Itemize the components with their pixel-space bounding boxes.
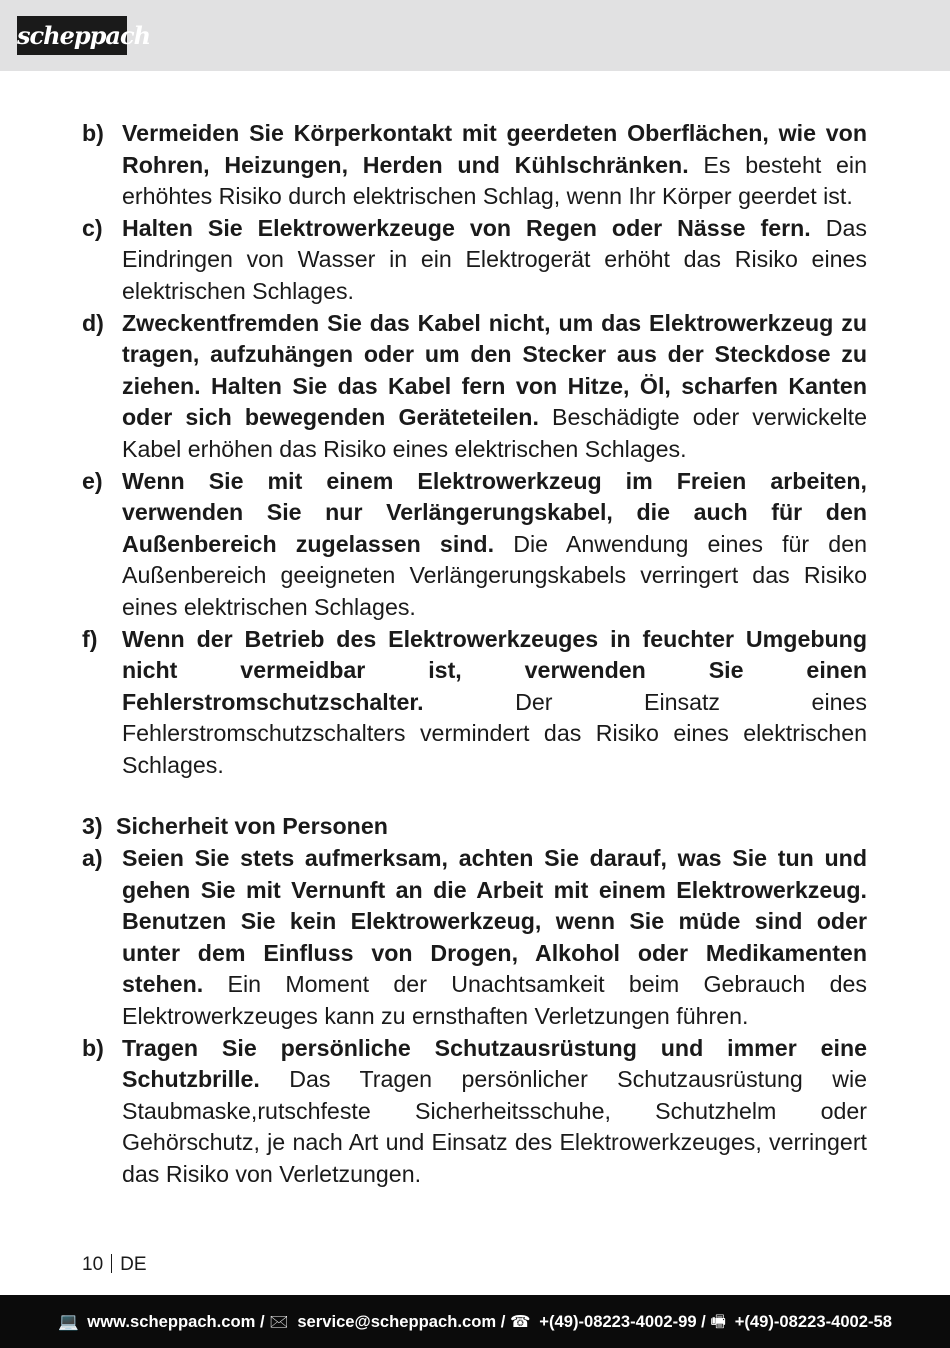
page-number-value: 10	[82, 1254, 104, 1275]
section-title: Sicherheit von Personen	[116, 813, 388, 840]
item-label: f)	[82, 625, 98, 652]
mail-icon: 🖂	[269, 1312, 289, 1331]
safety-instructions	[82, 118, 867, 1191]
item-text: Halten Sie Elektrowerkzeuge von Regen oder Nässe fern. Das Eindringen von Wasser in ein Elektrogerät erhöht das Risiko eines elektrischen Schlages.	[122, 214, 867, 304]
section-heading	[82, 811, 867, 843]
list-item	[82, 466, 867, 624]
page-footer	[0, 1295, 950, 1348]
item-text: Seien Sie stets aufmerksam, achten Sie darauf, was Sie tun und gehen Sie mit Vernunft an die Arbeit mit einem Elektrowerkzeug. Benutzen Sie kein Elektrowerkzeug, wenn Sie müde sind oder unter dem Einfluss von Drogen, Alkohol oder Medikamenten stehen. Ein Moment der Unachtsamkeit beim Gebrauch des Elektrowerkzeuges kann zu ernsthaften Verletzungen führen.	[122, 845, 867, 1030]
item-text: Tragen Sie persönliche Schutzausrüstung und immer eine Schutzbrille. Das Tragen persönlicher Schutzausrüstung wie Staubmaske,rutschfeste Sicherheitsschuhe, Schutzhelm oder Gehörschutz, je nach Art und Einsatz des Elektrowerkzeuges, verringert das Risiko von Verletzungen.	[122, 1034, 867, 1187]
divider	[111, 1254, 112, 1273]
footer-phone: +(49)-08223-4002-99 /	[539, 1312, 706, 1331]
fax-icon: 🖷	[710, 1312, 727, 1331]
list-item	[82, 624, 867, 782]
item-label: a)	[82, 845, 103, 872]
list-item	[82, 118, 867, 213]
language-code: DE	[120, 1254, 147, 1275]
item-text: Wenn Sie mit einem Elektrowerkzeug im Freien arbeiten, verwenden Sie nur Verlängerungskabel, die auch für den Außenbereich zugelassen sind. Die Anwendung eines für den Außenbereich geeigneten Verlängerungskabels verringert das Risiko eines elektrischen Schlages.	[122, 467, 867, 620]
item-label: b)	[82, 1034, 104, 1061]
item-label: b)	[82, 120, 104, 146]
phone-icon: ☎	[509, 1312, 531, 1331]
item-label: d)	[82, 309, 104, 336]
section-number: 3)	[82, 813, 103, 840]
footer-website[interactable]: www.scheppach.com /	[87, 1312, 265, 1331]
item-text: Wenn der Betrieb des Elektrowerkzeuges in feuchter Umgebung nicht vermeidbar ist, verwenden Sie einen Fehlerstromschutzschalter. Der Einsatz eines Fehlerstromschutzschalters vermindert das Risiko eines elektrischen Schlages.	[122, 625, 867, 778]
page-header	[0, 0, 950, 71]
item-label: c)	[82, 214, 103, 241]
item-label: e)	[82, 467, 103, 494]
list-item	[82, 213, 867, 308]
page-number	[82, 1253, 147, 1277]
list-item	[82, 843, 867, 1033]
footer-email[interactable]: service@scheppach.com /	[297, 1312, 506, 1331]
list-item	[82, 308, 867, 466]
scheppach-logo: scheppach	[17, 16, 127, 55]
item-text: Zweckentfremden Sie das Kabel nicht, um das Elektrowerkzeug zu tragen, aufzuhängen oder um den Stecker aus der Steckdose zu ziehen. Halten Sie das Kabel fern von Hitze, Öl, scharfen Kanten oder sich bewegenden Geräteteilen. Beschädigte oder verwickelte Kabel erhöhen das Risiko eines elektrischen Schlages.	[122, 309, 867, 462]
computer-icon: 💻	[57, 1312, 79, 1331]
item-text: Vermeiden Sie Körperkontakt mit geerdeten Oberflächen, wie von Rohren, Heizungen, Herden und Kühlschränken. Es besteht ein erhöhtes Risiko durch elektrischen Schlag, wenn Ihr Körper geerdet ist.	[122, 120, 867, 210]
footer-fax: +(49)-08223-4002-58	[734, 1312, 892, 1331]
list-item	[82, 1033, 867, 1191]
